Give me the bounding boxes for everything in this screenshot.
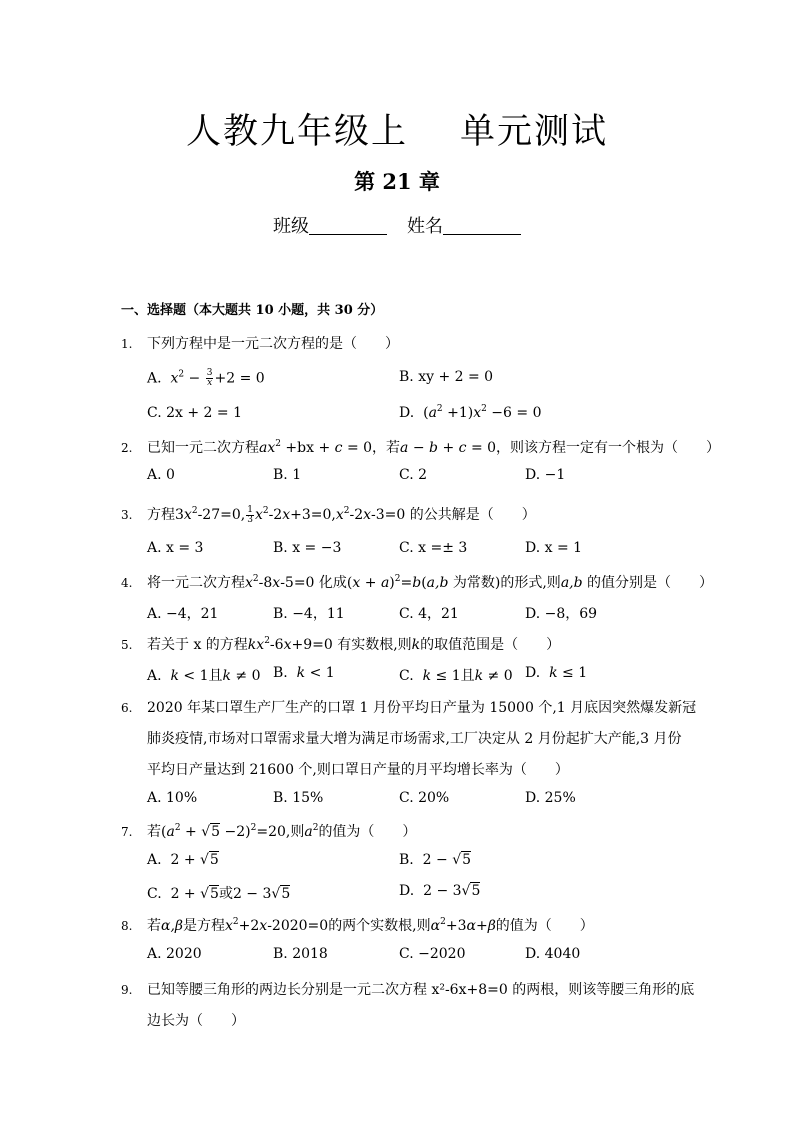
- option-c: C. 2x + 2 = 1: [147, 405, 242, 421]
- option-d: D. 25%: [525, 790, 576, 806]
- name-blank[interactable]: [443, 216, 521, 235]
- option-b: B. 2018: [273, 946, 328, 962]
- option-b: B. 2 − √5: [399, 852, 472, 868]
- question-8: 8. 若α,β是方程$x^2+2x-2020=0$的两个实数根,则$\alpha^2+3\alpha+\beta$的值为（ ）: [121, 917, 594, 934]
- option-d: D. x = 1: [525, 540, 583, 556]
- question-9-line-2: 边长为（ ）: [147, 1013, 245, 1029]
- class-label: 班级: [273, 216, 309, 237]
- option-a: A. 2020: [147, 946, 202, 962]
- option-d: D. $(a^2 +1)x^2 -6 = 0$: [399, 404, 542, 421]
- question-3: 3. 方程$3x^2-27=0$, $\frac{1}{3}$ $x^2-2x+3=0,x^2-2x-3=0$ 的公共解是（ ）: [121, 504, 536, 525]
- question-stem: 下列方程中是一元二次方程的是（ ）: [147, 336, 399, 352]
- option-a: A. k < 1且k ≠ 0: [147, 668, 261, 684]
- option-d: D. k ≤ 1: [525, 665, 588, 681]
- title-left: 人教九年级上: [185, 112, 408, 152]
- option-b: B. xy + 2 = 0: [399, 369, 494, 385]
- option-d: D. −1: [525, 467, 566, 483]
- option-c: C. x =± 3: [399, 540, 468, 556]
- option-a: A. 10%: [147, 790, 198, 806]
- question-7: 7. 若$(a^2 + √5 -2)^2=20$,则$a^2$的值为（ ）: [121, 823, 417, 840]
- title-right: 单元测试: [460, 112, 609, 152]
- option-c: C. −2020: [399, 946, 466, 962]
- option-a: A. $x^2$ − $\frac{3}{x}$ +2 = 0: [147, 368, 265, 388]
- question-6-line-3: 平均日产量达到 21600 个,则口罩日产量的月平均增长率为（ ）: [147, 762, 569, 778]
- question-2: 2. 已知一元二次方程$ax^2 +bx + c = 0$，若a − b + c = 0，则该方程一定有一个根为（ ）: [121, 439, 721, 456]
- option-b: B. 15%: [273, 790, 324, 806]
- chapter-heading: 第 21 章: [354, 169, 440, 194]
- question-1: 1. 下列方程中是一元二次方程的是（ ）: [121, 336, 399, 352]
- option-c: C. 2: [399, 467, 428, 483]
- question-5: 5. 若关于 x 的方程$kx^2-6x+9=0$ 有实数根,则k的取值范围是（ ）: [121, 636, 561, 653]
- question-9: 9. 已知等腰三角形的两边长分别是一元二次方程 x²-6x+8=0 的两根，则该等腰三角形的底: [121, 982, 695, 998]
- option-c: C. k ≤ 1且k ≠ 0: [399, 668, 513, 684]
- option-c: C. 4，21: [399, 606, 459, 622]
- option-a: A. x = 3: [147, 540, 204, 556]
- option-b: B. 1: [273, 467, 302, 483]
- question-6-line-2: 肺炎疫情,市场对口罩需求量大增为满足市场需求,工厂决定从 2 月份起扩大产能,3 月份: [147, 731, 682, 747]
- option-d: D. 4040: [525, 946, 581, 962]
- question-6: 6. 2020 年某口罩生产厂生产的口罩 1 月份平均日产量为 15000 个,1 月底因突然爆发新冠: [121, 700, 697, 716]
- option-d: D. 2 − 3√5: [399, 883, 481, 899]
- section-title: 一、选择题（本大题共 10 小题，共 30 分）: [121, 303, 384, 318]
- option-a: A. −4，21: [147, 606, 219, 622]
- option-a: A. 2 + √5: [147, 852, 219, 868]
- name-label: 姓名: [407, 216, 443, 237]
- option-a: A. 0: [147, 467, 175, 483]
- option-d: D. −8，69: [525, 606, 598, 622]
- option-b: B. x = −3: [273, 540, 342, 556]
- student-info: [0, 212, 794, 238]
- option-b: B. −4，11: [273, 606, 345, 622]
- option-b: B. k < 1: [273, 665, 335, 681]
- option-c: C. 20%: [399, 790, 450, 806]
- class-blank[interactable]: [309, 216, 387, 235]
- page-title: [0, 104, 794, 154]
- option-c: C. 2 + √5或2 − 3√5: [147, 886, 291, 902]
- question-4: 4. 将一元二次方程$x^2-8x-5=0$ 化成$(x + a)^2=b(a,b$ 为常数)的形式,则a,b 的值分别是（ ）: [121, 574, 714, 591]
